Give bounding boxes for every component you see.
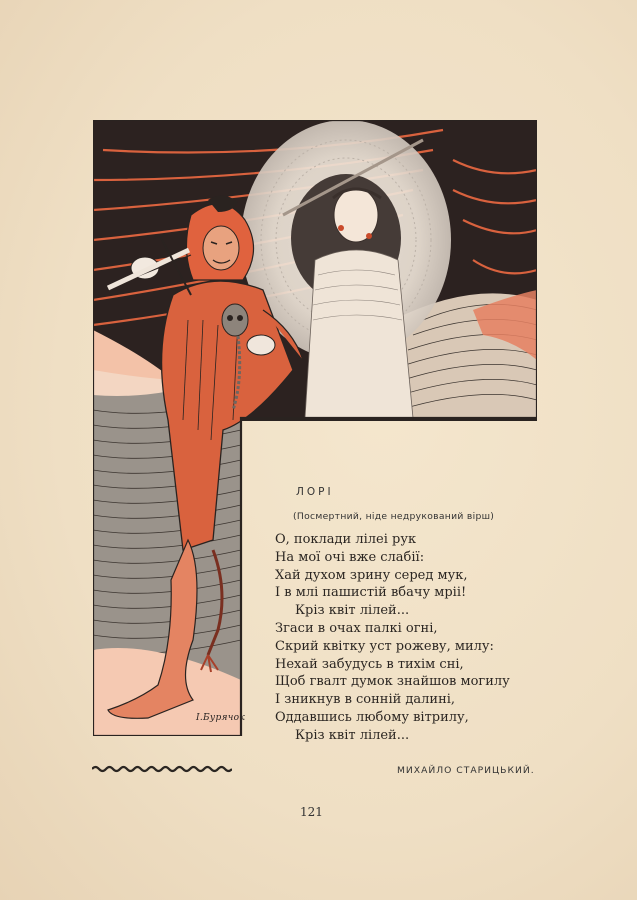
poem-line: Нехай забудусь в тихім сні,	[275, 656, 464, 672]
poem-refrain: Кріз квіт лілей...	[295, 727, 410, 743]
poem-line: Скрий квітку уст рожеву, милу:	[275, 638, 494, 654]
poem-line: На мої очі вже слабії:	[275, 549, 425, 565]
page-number: 121	[300, 805, 323, 819]
illustration-signature: І.Бурячок	[196, 713, 246, 723]
poem-title: ЛОРІ	[296, 486, 334, 498]
poem-line: О, поклади лілеі рук	[275, 532, 417, 547]
poem-line: І зникнув в сонній далині,	[275, 692, 456, 708]
poem-line: Хай духом зрину серед мук,	[275, 567, 468, 583]
poem-body	[275, 531, 525, 745]
decorative-wave-rule	[92, 764, 232, 774]
poem-subtitle: (Посмертний, ніде недрукований вірш)	[293, 511, 495, 522]
poem-line: І в млі пашистій вбачу мріі!	[275, 585, 467, 601]
poem-line: Згаси в очах палкі огні,	[275, 620, 438, 636]
poem-line: Оддавшись любому вітрилу,	[275, 709, 469, 725]
poem-refrain: Кріз квіт лілей...	[295, 603, 410, 619]
poem-author: МИХАЙЛО СТАРИЦЬКИЙ.	[397, 765, 535, 776]
poem-line: Щоб гвалт думок знайшов могилу	[275, 674, 510, 690]
